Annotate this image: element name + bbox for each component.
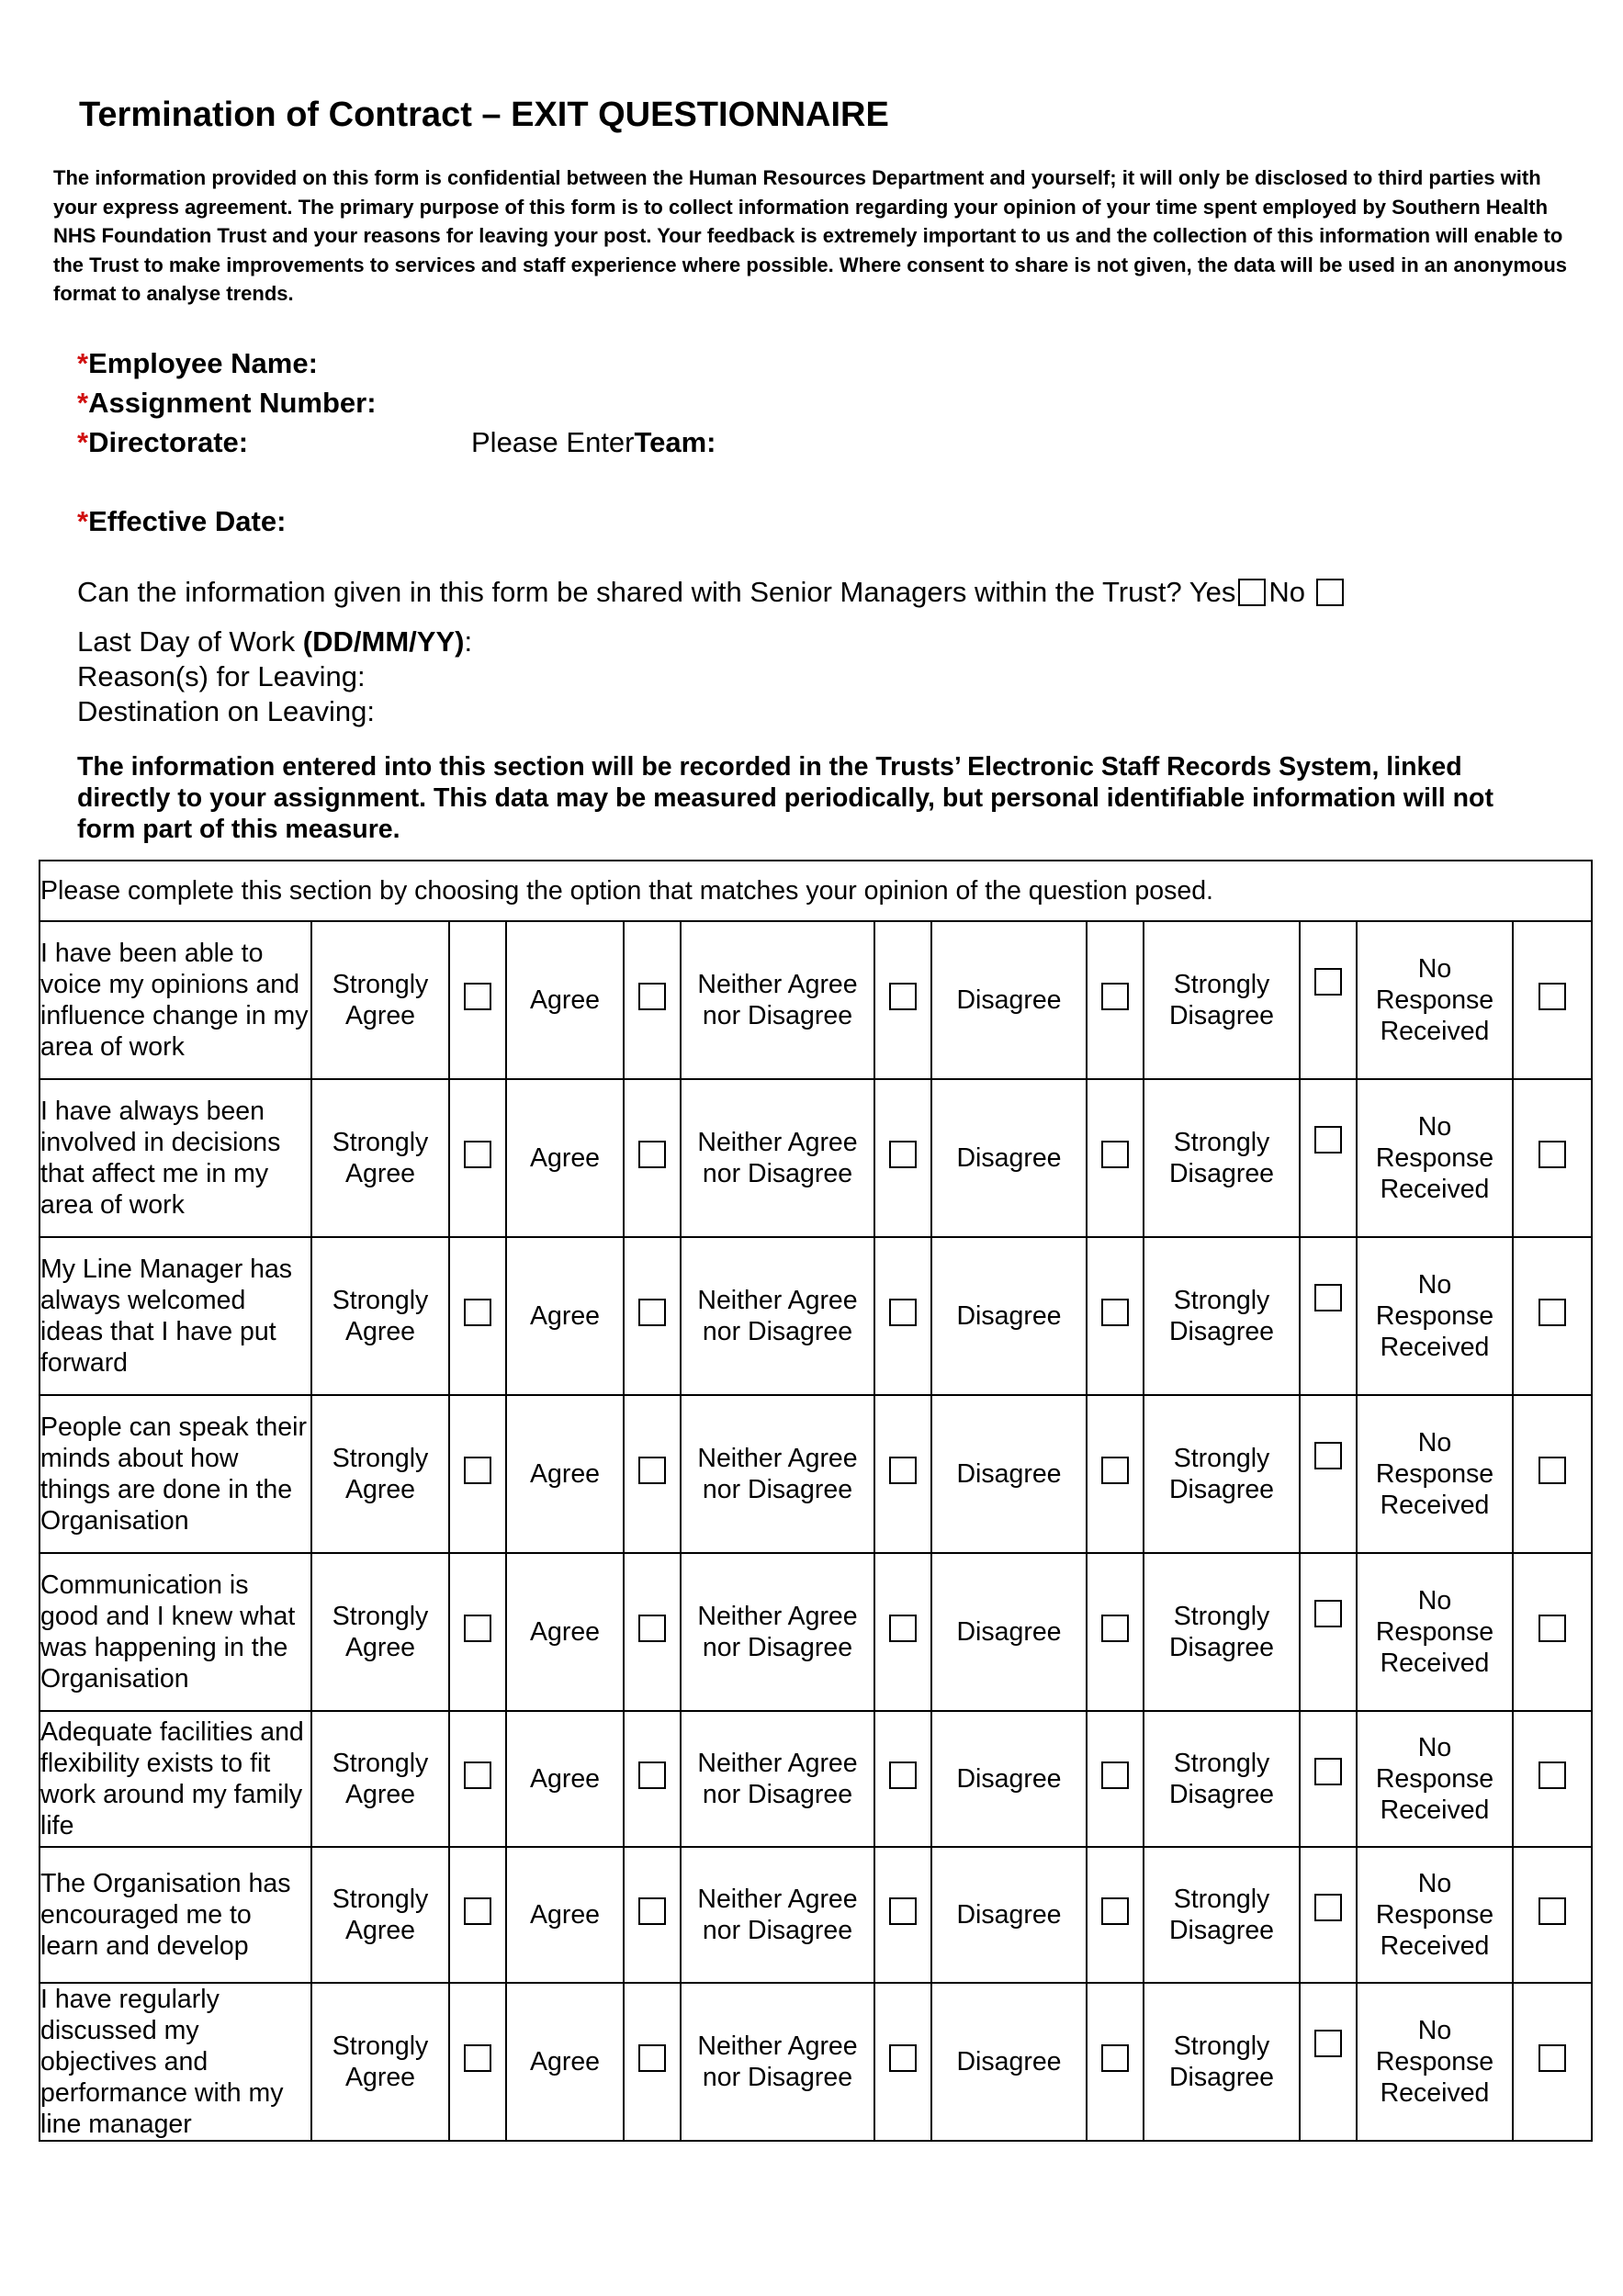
- option-label-agree: Agree: [506, 1983, 624, 2141]
- checkbox-cell: [624, 1079, 681, 1237]
- checkbox-cell: [1513, 1847, 1592, 1983]
- option-label-neither: Neither Agree nor Disagree: [681, 1395, 874, 1553]
- option-label-strongly-disagree: Strongly Disagree: [1144, 1553, 1300, 1711]
- option-label-strongly-agree: Strongly Agree: [311, 1237, 449, 1395]
- strongly-agree-checkbox[interactable]: [464, 1761, 491, 1789]
- checkbox-cell: [1300, 1983, 1357, 2141]
- required-marker: *: [77, 426, 89, 458]
- no-response-checkbox[interactable]: [1538, 1141, 1566, 1168]
- share-no-checkbox[interactable]: [1316, 579, 1344, 606]
- disagree-checkbox[interactable]: [1101, 1299, 1129, 1326]
- destination-field[interactable]: [77, 695, 375, 728]
- table-row: [39, 1079, 1592, 1237]
- option-label-neither: Neither Agree nor Disagree: [681, 921, 874, 1079]
- strongly-agree-checkbox[interactable]: [464, 1897, 491, 1925]
- assignment-number-field[interactable]: [77, 387, 377, 420]
- option-label-no-response: No Response Received: [1357, 1847, 1513, 1983]
- team-label: Team:: [634, 426, 716, 458]
- reasons-field[interactable]: [77, 660, 366, 693]
- employee-name-label: Employee Name:: [88, 347, 318, 379]
- strongly-agree-checkbox[interactable]: [464, 983, 491, 1010]
- option-label-disagree: Disagree: [931, 1711, 1087, 1847]
- strongly-agree-checkbox[interactable]: [464, 1615, 491, 1642]
- strongly-agree-checkbox[interactable]: [464, 1457, 491, 1484]
- neither-checkbox[interactable]: [889, 1299, 917, 1326]
- neither-checkbox[interactable]: [889, 2044, 917, 2072]
- table-row: [39, 1711, 1592, 1847]
- option-label-strongly-disagree: Strongly Disagree: [1144, 921, 1300, 1079]
- option-label-no-response: No Response Received: [1357, 1983, 1513, 2141]
- option-label-agree: Agree: [506, 1711, 624, 1847]
- neither-checkbox[interactable]: [889, 1897, 917, 1925]
- checkbox-cell: [1300, 1237, 1357, 1395]
- checkbox-cell: [624, 1983, 681, 2141]
- table-row: [39, 1553, 1592, 1711]
- no-response-checkbox[interactable]: [1538, 1299, 1566, 1326]
- checkbox-cell: [874, 1983, 931, 2141]
- checkbox-cell: [449, 1553, 506, 1711]
- option-label-strongly-disagree: Strongly Disagree: [1144, 1983, 1300, 2141]
- effective-date-label: Effective Date:: [88, 505, 287, 537]
- option-label-no-response: No Response Received: [1357, 1711, 1513, 1847]
- checkbox-cell: [1087, 1079, 1144, 1237]
- opinion-table: [39, 860, 1593, 2142]
- statement-text: The Organisation has encouraged me to learn and develop: [39, 1847, 311, 1983]
- checkbox-cell: [1513, 1079, 1592, 1237]
- option-label-no-response: No Response Received: [1357, 1553, 1513, 1711]
- strongly-disagree-checkbox[interactable]: [1314, 1758, 1342, 1785]
- last-day-format: (DD/MM/YY): [302, 625, 465, 658]
- checkbox-cell: [1513, 1553, 1592, 1711]
- checkbox-cell: [874, 1711, 931, 1847]
- checkbox-cell: [624, 1847, 681, 1983]
- strongly-agree-checkbox[interactable]: [464, 1141, 491, 1168]
- statement-text: People can speak their minds about how things are done in the Organisation: [39, 1395, 311, 1553]
- disagree-checkbox[interactable]: [1101, 1897, 1129, 1925]
- team-field[interactable]: [471, 426, 716, 459]
- option-label-no-response: No Response Received: [1357, 1079, 1513, 1237]
- checkbox-cell: [874, 1847, 931, 1983]
- option-label-agree: Agree: [506, 1395, 624, 1553]
- option-label-strongly-agree: Strongly Agree: [311, 921, 449, 1079]
- checkbox-cell: [449, 1711, 506, 1847]
- statement-text: Adequate facilities and flexibility exists to fit work around my family life: [39, 1711, 311, 1847]
- option-label-neither: Neither Agree nor Disagree: [681, 1079, 874, 1237]
- option-label-strongly-disagree: Strongly Disagree: [1144, 1847, 1300, 1983]
- checkbox-cell: [1513, 1711, 1592, 1847]
- table-instruction: Please complete this section by choosing the option that matches your opinion of the question posed.: [39, 861, 1592, 921]
- agree-checkbox[interactable]: [638, 983, 666, 1010]
- table-row: [39, 1983, 1592, 2141]
- directorate-field[interactable]: [77, 426, 248, 459]
- checkbox-cell: [874, 1395, 931, 1553]
- option-label-strongly-agree: Strongly Agree: [311, 1395, 449, 1553]
- option-label-no-response: No Response Received: [1357, 921, 1513, 1079]
- no-response-checkbox[interactable]: [1538, 2044, 1566, 2072]
- option-label-strongly-agree: Strongly Agree: [311, 1553, 449, 1711]
- strongly-disagree-checkbox[interactable]: [1314, 1600, 1342, 1627]
- strongly-agree-checkbox[interactable]: [464, 2044, 491, 2072]
- strongly-disagree-checkbox[interactable]: [1314, 1284, 1342, 1311]
- table-row: [39, 1395, 1592, 1553]
- checkbox-cell: [1087, 1983, 1144, 2141]
- checkbox-cell: [1087, 1711, 1144, 1847]
- disagree-checkbox[interactable]: [1101, 2044, 1129, 2072]
- checkbox-cell: [874, 1237, 931, 1395]
- statement-text: I have always been involved in decisions that affect me in my area of work: [39, 1079, 311, 1237]
- option-label-agree: Agree: [506, 1079, 624, 1237]
- checkbox-cell: [624, 1711, 681, 1847]
- reasons-label: Reason(s) for Leaving:: [77, 660, 366, 692]
- option-label-agree: Agree: [506, 1553, 624, 1711]
- checkbox-cell: [624, 921, 681, 1079]
- directorate-label: Directorate:: [88, 426, 249, 458]
- strongly-disagree-checkbox[interactable]: [1314, 1894, 1342, 1921]
- agree-checkbox[interactable]: [638, 1299, 666, 1326]
- disagree-checkbox[interactable]: [1101, 1457, 1129, 1484]
- no-response-checkbox[interactable]: [1538, 1457, 1566, 1484]
- option-label-agree: Agree: [506, 921, 624, 1079]
- option-label-strongly-disagree: Strongly Disagree: [1144, 1237, 1300, 1395]
- option-label-strongly-agree: Strongly Agree: [311, 1079, 449, 1237]
- option-label-neither: Neither Agree nor Disagree: [681, 1711, 874, 1847]
- option-label-strongly-disagree: Strongly Disagree: [1144, 1711, 1300, 1847]
- checkbox-cell: [1513, 1395, 1592, 1553]
- agree-checkbox[interactable]: [638, 1615, 666, 1642]
- statement-text: My Line Manager has always welcomed ideas that I have put forward: [39, 1237, 311, 1395]
- esr-notice: The information entered into this section will be recorded in the Trusts’ Electronic Staff Records System, linked directly to your assignment. This data may be measured periodically, but personal identifiable information will not form part of this measure.: [77, 752, 1493, 844]
- checkbox-cell: [1513, 1983, 1592, 2141]
- checkbox-cell: [449, 1395, 506, 1553]
- table-row: [39, 921, 1592, 1079]
- strongly-agree-checkbox[interactable]: [464, 1299, 491, 1326]
- neither-checkbox[interactable]: [889, 983, 917, 1010]
- option-label-disagree: Disagree: [931, 921, 1087, 1079]
- neither-checkbox[interactable]: [889, 1457, 917, 1484]
- neither-checkbox[interactable]: [889, 1141, 917, 1168]
- option-label-strongly-agree: Strongly Agree: [311, 1983, 449, 2141]
- disagree-checkbox[interactable]: [1101, 983, 1129, 1010]
- employee-name-field[interactable]: [77, 347, 318, 380]
- last-day-field[interactable]: [77, 625, 472, 658]
- effective-date-field[interactable]: [77, 505, 286, 538]
- disagree-checkbox[interactable]: [1101, 1141, 1129, 1168]
- option-label-disagree: Disagree: [931, 1237, 1087, 1395]
- checkbox-cell: [1513, 1237, 1592, 1395]
- statement-text: I have regularly discussed my objectives and performance with my line manager: [39, 1983, 311, 2141]
- checkbox-cell: [449, 1847, 506, 1983]
- checkbox-cell: [874, 1553, 931, 1711]
- neither-checkbox[interactable]: [889, 1761, 917, 1789]
- option-label-strongly-disagree: Strongly Disagree: [1144, 1079, 1300, 1237]
- share-yes-label: Yes: [1189, 576, 1236, 608]
- required-marker: *: [77, 347, 89, 379]
- share-consent-row: [77, 576, 1347, 609]
- checkbox-cell: [1087, 921, 1144, 1079]
- strongly-disagree-checkbox[interactable]: [1314, 1126, 1342, 1154]
- statement-text: Communication is good and I knew what was happening in the Organisation: [39, 1553, 311, 1711]
- please-enter-text: Please Enter: [471, 426, 635, 458]
- strongly-disagree-checkbox[interactable]: [1314, 2030, 1342, 2057]
- no-response-checkbox[interactable]: [1538, 983, 1566, 1010]
- checkbox-cell: [1087, 1237, 1144, 1395]
- checkbox-cell: [449, 1237, 506, 1395]
- option-label-strongly-agree: Strongly Agree: [311, 1847, 449, 1983]
- option-label-neither: Neither Agree nor Disagree: [681, 1847, 874, 1983]
- checkbox-cell: [1087, 1847, 1144, 1983]
- table-row: [39, 1847, 1592, 1983]
- option-label-no-response: No Response Received: [1357, 1237, 1513, 1395]
- agree-checkbox[interactable]: [638, 1141, 666, 1168]
- checkbox-cell: [1300, 921, 1357, 1079]
- checkbox-cell: [1300, 1079, 1357, 1237]
- agree-checkbox[interactable]: [638, 1761, 666, 1789]
- table-row: [39, 1237, 1592, 1395]
- option-label-disagree: Disagree: [931, 1553, 1087, 1711]
- share-yes-checkbox[interactable]: [1238, 579, 1266, 606]
- no-response-checkbox[interactable]: [1538, 1761, 1566, 1789]
- option-label-no-response: No Response Received: [1357, 1395, 1513, 1553]
- agree-checkbox[interactable]: [638, 1897, 666, 1925]
- strongly-disagree-checkbox[interactable]: [1314, 968, 1342, 996]
- checkbox-cell: [1513, 921, 1592, 1079]
- no-response-checkbox[interactable]: [1538, 1897, 1566, 1925]
- option-label-neither: Neither Agree nor Disagree: [681, 1553, 874, 1711]
- option-label-disagree: Disagree: [931, 1395, 1087, 1553]
- checkbox-cell: [1087, 1395, 1144, 1553]
- share-question: Can the information given in this form be shared with Senior Managers within the Trust?: [77, 576, 1182, 608]
- last-day-label: Last Day of Work: [77, 625, 303, 658]
- checkbox-cell: [624, 1553, 681, 1711]
- agree-checkbox[interactable]: [638, 1457, 666, 1484]
- strongly-disagree-checkbox[interactable]: [1314, 1442, 1342, 1469]
- required-marker: *: [77, 387, 89, 419]
- option-label-disagree: Disagree: [931, 1983, 1087, 2141]
- option-label-neither: Neither Agree nor Disagree: [681, 1983, 874, 2141]
- checkbox-cell: [624, 1395, 681, 1553]
- checkbox-cell: [1087, 1553, 1144, 1711]
- option-label-disagree: Disagree: [931, 1079, 1087, 1237]
- checkbox-cell: [1300, 1711, 1357, 1847]
- checkbox-cell: [1300, 1553, 1357, 1711]
- required-marker: *: [77, 505, 89, 537]
- checkbox-cell: [874, 921, 931, 1079]
- disagree-checkbox[interactable]: [1101, 1761, 1129, 1789]
- option-label-neither: Neither Agree nor Disagree: [681, 1237, 874, 1395]
- statement-text: I have been able to voice my opinions and influence change in my area of work: [39, 921, 311, 1079]
- option-label-strongly-agree: Strongly Agree: [311, 1711, 449, 1847]
- option-label-agree: Agree: [506, 1847, 624, 1983]
- assignment-number-label: Assignment Number:: [88, 387, 377, 419]
- checkbox-cell: [449, 921, 506, 1079]
- share-no-label: No: [1268, 576, 1305, 608]
- checkbox-cell: [624, 1237, 681, 1395]
- last-day-colon: :: [464, 625, 473, 658]
- neither-checkbox[interactable]: [889, 1615, 917, 1642]
- checkbox-cell: [1300, 1395, 1357, 1553]
- checkbox-cell: [874, 1079, 931, 1237]
- page-title: Termination of Contract – EXIT QUESTIONNAIRE: [79, 96, 889, 134]
- confidentiality-intro: The information provided on this form is confidential between the Human Resources Department and yourself; it will only be disclosed to third parties with your express agreement. The primary purpose of this form is to collect information regarding your opinion of your time spent employed by Southern Health NHS Foundation Trust and your reasons for leaving your post. Your feedback is extremely important to us and the collection of this information will enable to the Trust to make improvements to services and staff experience where possible. Where consent to share is not given, the data will be used in an anonymous format to analyse trends.: [53, 166, 1568, 305]
- no-response-checkbox[interactable]: [1538, 1615, 1566, 1642]
- option-label-agree: Agree: [506, 1237, 624, 1395]
- checkbox-cell: [1300, 1847, 1357, 1983]
- option-label-strongly-disagree: Strongly Disagree: [1144, 1395, 1300, 1553]
- checkbox-cell: [449, 1983, 506, 2141]
- option-label-disagree: Disagree: [931, 1847, 1087, 1983]
- agree-checkbox[interactable]: [638, 2044, 666, 2072]
- destination-label: Destination on Leaving:: [77, 695, 376, 727]
- disagree-checkbox[interactable]: [1101, 1615, 1129, 1642]
- checkbox-cell: [449, 1079, 506, 1237]
